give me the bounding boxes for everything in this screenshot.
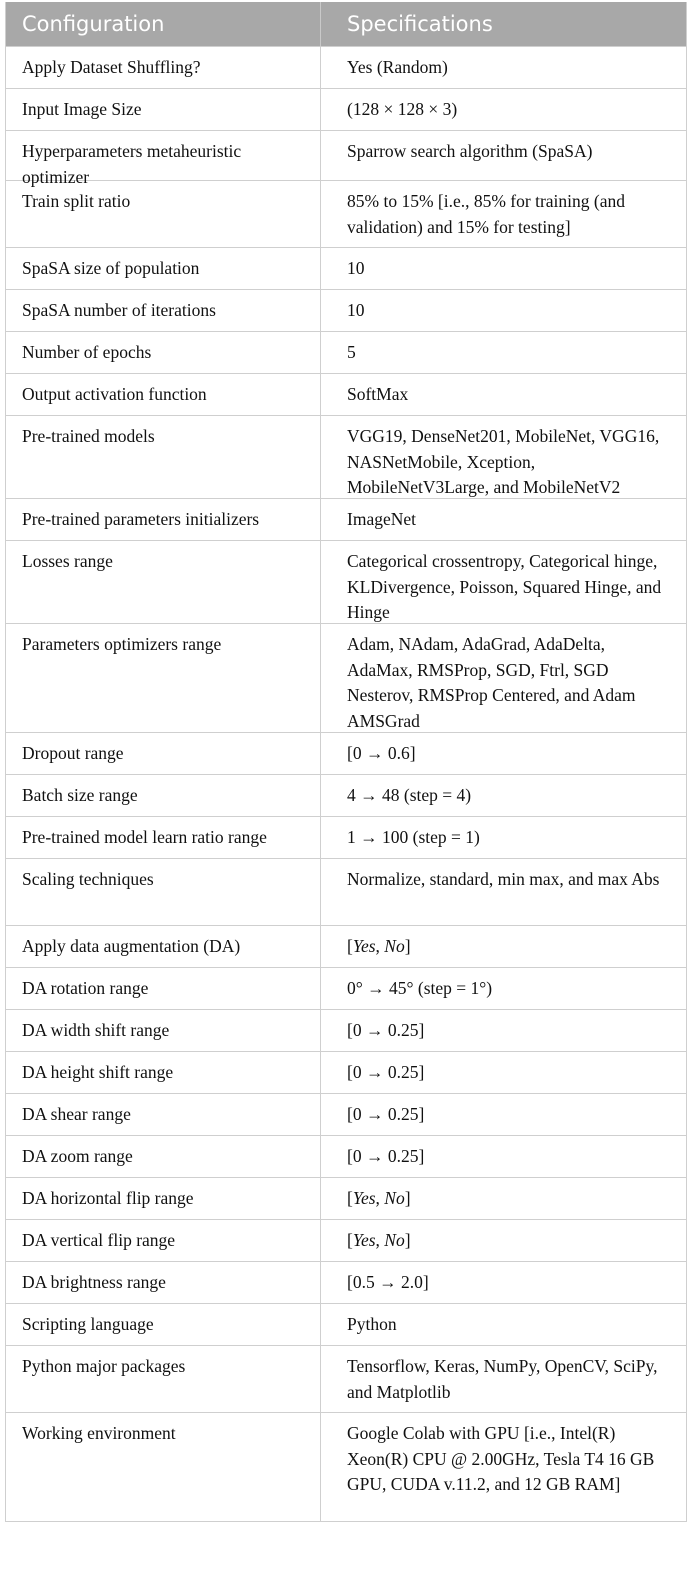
table-row xyxy=(6,925,686,967)
config-cell: DA shear range xyxy=(6,1094,321,1135)
spec-cell: [0 → 0.6] xyxy=(347,743,416,763)
config-cell: Pre-trained parameters initializers xyxy=(6,499,321,540)
table-row xyxy=(6,1093,686,1135)
table-row xyxy=(6,331,686,373)
table-row xyxy=(6,540,686,623)
spec-cell: Tensorflow, Keras, NumPy, OpenCV, SciPy, and Matplotlib xyxy=(347,1356,658,1402)
table-row xyxy=(6,498,686,540)
spec-cell: 1 → 100 (step = 1) xyxy=(347,827,480,847)
config-cell: Apply data augmentation (DA) xyxy=(6,926,321,967)
config-cell: DA vertical flip range xyxy=(6,1220,321,1261)
config-cell: DA rotation range xyxy=(6,968,321,1009)
spec-cell: [Yes, No] xyxy=(347,1188,411,1208)
spec-cell: VGG19, DenseNet201, MobileNet, VGG16, NASNetMobile, Xception, MobileNetV3Large, and MobileNetV2 xyxy=(347,426,660,497)
table-row xyxy=(6,46,686,88)
spec-cell: [0.5 → 2.0] xyxy=(347,1272,429,1292)
config-cell: SpaSA size of population xyxy=(6,248,321,289)
table-header xyxy=(6,2,686,46)
table-body xyxy=(6,46,686,1521)
spec-cell: Sparrow search algorithm (SpaSA) xyxy=(347,141,593,161)
config-cell: Pre-trained models xyxy=(6,416,321,498)
table-row xyxy=(6,858,686,925)
config-cell: Working environment xyxy=(6,1413,321,1521)
table-row xyxy=(6,623,686,732)
table-row xyxy=(6,1345,686,1412)
config-cell: Apply Dataset Shuffling? xyxy=(6,47,321,88)
spec-cell: (128 × 128 × 3) xyxy=(347,99,458,119)
spec-cell: ImageNet xyxy=(347,509,416,529)
config-cell: DA zoom range xyxy=(6,1136,321,1177)
spec-cell: [0 → 0.25] xyxy=(347,1062,425,1082)
config-cell: Losses range xyxy=(6,541,321,623)
spec-cell: 0° → 45° (step = 1°) xyxy=(347,978,493,998)
spec-cell: 10 xyxy=(347,258,365,278)
table-row xyxy=(6,1261,686,1303)
table-row xyxy=(6,1051,686,1093)
config-cell: Train split ratio xyxy=(6,181,321,247)
spec-cell: Adam, NAdam, AdaGrad, AdaDelta, AdaMax, RMSProp, SGD, Ftrl, SGD Nesterov, RMSProp Centered, and Adam AMSGrad xyxy=(347,634,636,731)
table-row xyxy=(6,180,686,247)
table-row xyxy=(6,1412,686,1521)
table-row xyxy=(6,967,686,1009)
config-cell: Dropout range xyxy=(6,733,321,774)
spec-cell: [0 → 0.25] xyxy=(347,1146,425,1166)
spec-cell: Python xyxy=(347,1314,397,1334)
config-cell: Parameters optimizers range xyxy=(6,624,321,732)
config-cell: Input Image Size xyxy=(6,89,321,130)
table-row xyxy=(6,1219,686,1261)
config-cell: Batch size range xyxy=(6,775,321,816)
spec-cell: Normalize, standard, min max, and max Abs xyxy=(347,869,660,889)
spec-cell: [Yes, No] xyxy=(347,1230,411,1250)
table-row xyxy=(6,289,686,331)
table-row xyxy=(6,373,686,415)
table-row xyxy=(6,774,686,816)
table-row xyxy=(6,247,686,289)
config-cell: Number of epochs xyxy=(6,332,321,373)
spec-cell: SoftMax xyxy=(347,384,409,404)
spec-cell: Google Colab with GPU [i.e., Intel(R) Xeon(R) CPU @ 2.00GHz, Tesla T4 16 GB GPU, CUDA v.11.2, and 12 GB RAM] xyxy=(347,1423,655,1494)
config-cell: Pre-trained model learn ratio range xyxy=(6,817,321,858)
spec-cell: 5 xyxy=(347,342,356,362)
spec-cell: 4 → 48 (step = 4) xyxy=(347,785,472,805)
table-row xyxy=(6,1177,686,1219)
config-cell: DA width shift range xyxy=(6,1010,321,1051)
config-cell: Python major packages xyxy=(6,1346,321,1412)
table-row xyxy=(6,1303,686,1345)
config-cell: Output activation function xyxy=(6,374,321,415)
header-configuration: Configuration xyxy=(6,2,321,46)
config-cell: SpaSA number of iterations xyxy=(6,290,321,331)
table-row xyxy=(6,1135,686,1177)
config-cell: DA height shift range xyxy=(6,1052,321,1093)
spec-cell: [0 → 0.25] xyxy=(347,1104,425,1124)
table-row xyxy=(6,130,686,187)
table-row xyxy=(6,732,686,774)
spec-cell: Categorical crossentropy, Categorical hinge, KLDivergence, Poisson, Squared Hinge, and Hinge xyxy=(347,551,662,622)
table-row xyxy=(6,415,686,498)
spec-cell: [0 → 0.25] xyxy=(347,1020,425,1040)
table-row xyxy=(6,88,686,130)
table-row xyxy=(6,816,686,858)
config-cell: Hyperparameters metaheuristic optimizer xyxy=(6,131,321,180)
spec-cell: 10 xyxy=(347,300,365,320)
spec-cell: Yes (Random) xyxy=(347,57,448,77)
spec-cell: 85% to 15% [i.e., 85% for training (and validation) and 15% for testing] xyxy=(347,191,625,237)
configuration-table xyxy=(5,2,687,1522)
config-cell: Scripting language xyxy=(6,1304,321,1345)
config-cell: Scaling techniques xyxy=(6,859,321,925)
table-row xyxy=(6,1009,686,1051)
spec-cell: [Yes, No] xyxy=(347,936,411,956)
header-specifications: Specifications xyxy=(347,12,493,36)
config-cell: DA horizontal flip range xyxy=(6,1178,321,1219)
config-cell: DA brightness range xyxy=(6,1262,321,1303)
